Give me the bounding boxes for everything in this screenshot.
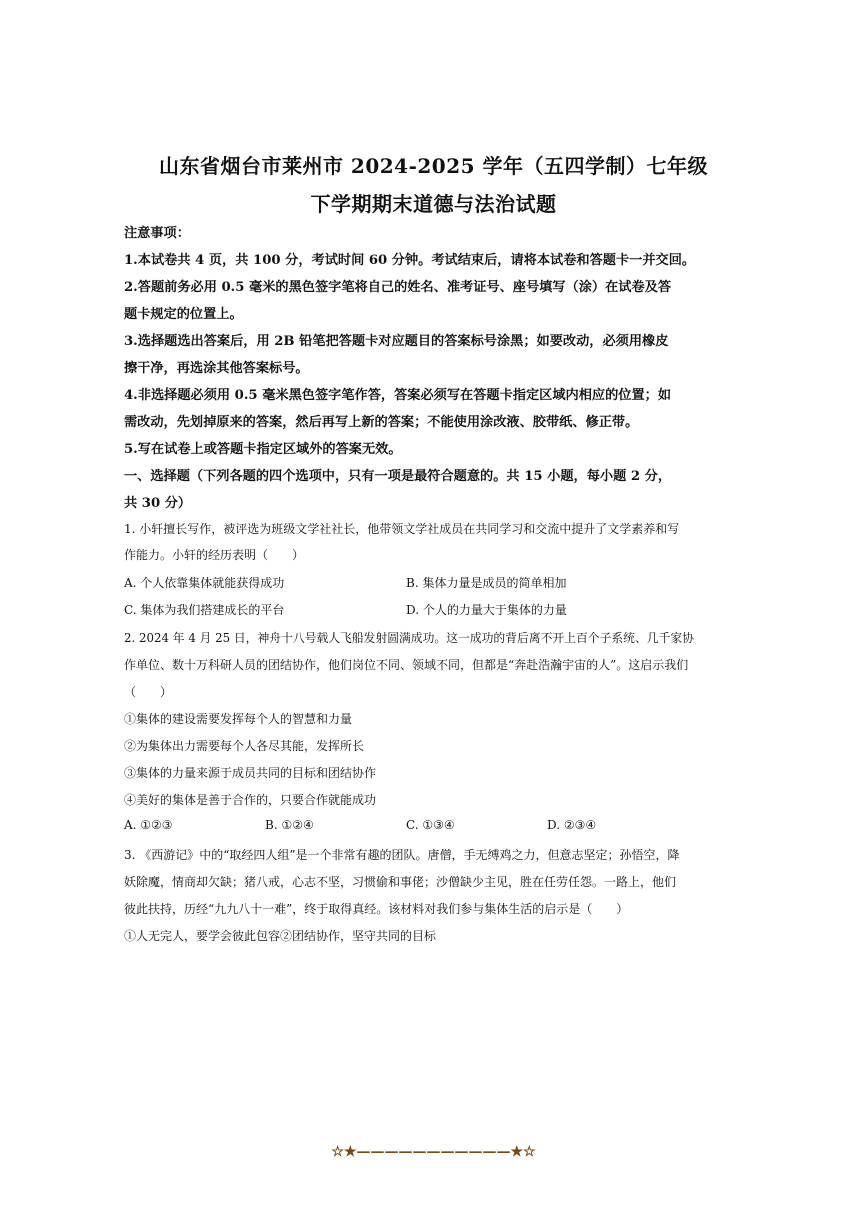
notice-line: 擦干净，再选涂其他答案标号。	[124, 361, 309, 376]
notice-line: 1.本试卷共 4 页，共 100 分，考试时间 60 分钟。考试结束后，请将本试卷和答题卡一并交回。	[124, 253, 696, 268]
exam-title-line1: 山东省烟台市莱州市 2024-2025 学年（五四学制）七年级	[158, 154, 709, 178]
q2-option-d: D. ②③④	[547, 818, 597, 832]
question-3-stem: 妖除魔，情商却欠缺；猪八戒，心志不坚，习惯偷和事佬；沙僧缺少主见，胜在任劳任怨。一路上，他们	[124, 875, 677, 889]
q1-option-b: B. 集体力量是成员的简单相加	[406, 576, 567, 590]
q1-option-a: A. 个人依靠集体就能获得成功	[124, 576, 285, 590]
q3-statement: ①人无完人，要学会彼此包容②团结协作，坚守共同的目标	[124, 929, 437, 943]
q2-statement: ④美好的集体是善于合作的，只要合作就能成功	[124, 793, 377, 807]
section-heading-cont: 共 30 分）	[124, 496, 192, 511]
q2-option-a: A. ①②③	[124, 818, 173, 832]
notice-heading: 注意事项：	[124, 226, 190, 241]
question-1-stem: 作能力。小轩的经历表明（ ）	[124, 548, 305, 562]
exam-title-line2: 下学期期末道德与法治试题	[310, 192, 557, 216]
q2-statement: ②为集体出力需要每个人各尽其能，发挥所长	[124, 739, 365, 753]
notice-line: 题卡规定的位置上。	[124, 307, 243, 322]
notice-line: 2.答题前务必用 0.5 毫米的黑色签字笔将自己的姓名、准考证号、座号填写（涂）在试卷及答	[124, 280, 672, 295]
page-footer-ornament: ☆★———————————★☆	[331, 1144, 536, 1160]
q2-option-b: B. ①②④	[265, 818, 314, 832]
notice-line: 3.选择题选出答案后，用 2B 铅笔把答题卡对应题目的答案标号涂黑；如要改动，必须用橡皮	[124, 334, 669, 349]
notice-line: 4.非选择题必须用 0.5 毫米黑色签字笔作答，答案必须写在答题卡指定区域内相应的位置；如	[124, 388, 672, 403]
section-heading: 一、选择题（下列各题的四个选项中，只有一项是最符合题意的。共 15 小题，每小题 2 分，	[124, 469, 672, 484]
question-1-stem: 1. 小轩擅长写作，被评选为班级文学社社长，他带领文学社成员在共同学习和交流中提升了文学素养和写	[124, 522, 680, 536]
notice-line: 需改动，先划掉原来的答案，然后再写上新的答案；不能使用涂改液、胶带纸、修正带。	[124, 415, 639, 430]
question-3-stem: 彼此扶持，历经“九九八十一难”，终于取得真经。该材料对我们参与集体生活的启示是（ ）	[124, 902, 629, 916]
q1-option-c: C. 集体为我们搭建成长的平台	[124, 603, 285, 617]
q1-option-d: D. 个人的力量大于集体的力量	[406, 603, 567, 617]
q2-option-c: C. ①③④	[406, 818, 455, 832]
question-2-stem: （ ）	[124, 685, 173, 699]
notice-line: 5.写在试卷上或答题卡指定区域外的答案无效。	[124, 442, 402, 457]
question-2-stem: 2. 2024 年 4 月 25 日，神舟十八号载人飞船发射圆满成功。这一成功的背后离不开上百个子系统、几千家协	[124, 631, 694, 645]
question-2-stem: 作单位、数十万科研人员的团结协作，他们岗位不同、领域不同，但都是“奔赴浩瀚宇宙的人”。这启示我们	[124, 658, 689, 672]
q2-statement: ①集体的建设需要发挥每个人的智慧和力量	[124, 712, 353, 726]
question-3-stem: 3. 《西游记》中的“取经四人组”是一个非常有趣的团队。唐僧，手无缚鸡之力，但意志坚定；孙悟空，降	[124, 848, 680, 862]
q2-statement: ③集体的力量来源于成员共同的目标和团结协作	[124, 766, 377, 780]
